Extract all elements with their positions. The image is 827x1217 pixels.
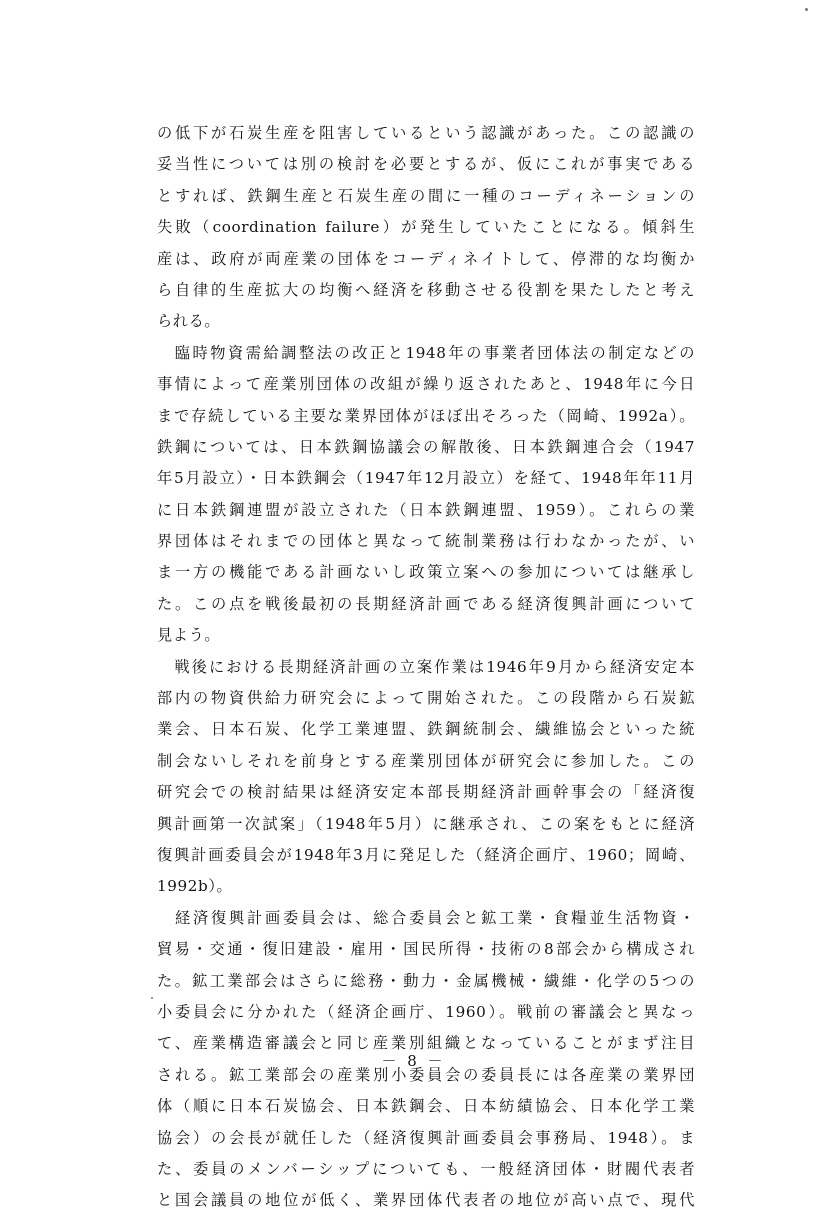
text-line: 界団体はそれまでの団体と異なって統制業務は行わなかったが、い [157, 532, 695, 551]
text-line: 鉄鋼については、日本鉄鋼協議会の解散後、日本鉄鋼連合会（1947 [157, 437, 695, 456]
text-line: て、産業構造審議会と同じ産業別組織となっていることがまず注目 [157, 1034, 695, 1053]
text-line: 制会ないしそれを前身とする産業別団体が研究会に参加した。この [157, 751, 695, 770]
text-line: 研究会での検討結果は経済安定本部長期経済計画幹事会の「経済復 [157, 783, 695, 802]
text-line: 協会）の会長が就任した（経済復興計画委員会事務局、1948）。ま [157, 1128, 695, 1147]
text-line: まで存続している主要な業界団体がほぼ出そろった（岡崎、1992a）。 [157, 406, 695, 425]
text-line: た。鉱工業部会はさらに総務・動力・金属機械・繊維・化学の5つの [157, 971, 695, 990]
text-line: 事情によって産業別団体の改組が繰り返されたあと、1948年に今日 [157, 375, 695, 394]
text-line: 失敗（coordination failure）が発生していたことになる。傾斜生 [157, 218, 695, 237]
text-line: 年5月設立）・日本鉄鋼会（1947年12月設立）を経て、1948年年11月 [157, 469, 695, 488]
scan-speck [805, 8, 808, 11]
text-line: られる。 [157, 312, 221, 331]
text-line: 1992b）。 [157, 877, 233, 896]
page-number: － 8 － [381, 1052, 446, 1070]
text-line: 産は、政府が両産業の団体をコーディネイトして、停滞的な均衡か [157, 249, 695, 268]
text-line: に日本鉄鋼連盟が設立された（日本鉄鋼連盟、1959）。これらの業 [157, 500, 695, 519]
text-line: とすれば、鉄鋼生産と石炭生産の間に一種のコーディネーションの [157, 186, 695, 205]
text-line: 戦後における長期経済計画の立案作業は1946年9月から経済安定本 [157, 657, 695, 676]
text-line: 体（順に日本石炭協会、日本鉄鋼会、日本紡績協会、日本化学工業 [157, 1097, 695, 1116]
text-line: た、委員のメンバーシップについても、一般経済団体・財閥代表者 [157, 1159, 695, 1178]
text-line: 見よう。 [157, 626, 221, 645]
text-line: 興計画第一次試案」（1948年5月）に継承され、この案をもとに経済 [157, 814, 695, 833]
text-line: 小委員会に分かれた（経済企画庁、1960）。戦前の審議会と異なっ [157, 1002, 695, 1021]
text-line: た。この点を戦後最初の長期経済計画である経済復興計画について [157, 594, 695, 613]
text-line: ら自律的生産拡大の均衡へ経済を移動させる役割を果たしたと考え [157, 280, 695, 299]
text-line: 業会、日本石炭、化学工業連盟、鉄鋼統制会、繊維協会といった統 [157, 720, 695, 739]
text-line: される。鉱工業部会の産業別小委員会の委員長には各産業の業界団 [157, 1065, 695, 1084]
text-line: と国会議員の地位が低く、業界団体代表者の地位が高い点で、現代 [157, 1191, 695, 1210]
text-line: 臨時物資需給調整法の改正と1948年の事業者団体法の制定などの [157, 343, 695, 362]
text-line: ま一方の機能である計画ないし政策立案への参加については継承し [157, 563, 695, 582]
scan-speck [151, 997, 153, 999]
text-line: 復興計画委員会が1948年3月に発足した（経済企画庁、1960；岡崎、 [157, 845, 695, 864]
text-line: の低下が石炭生産を阻害しているという認識があった。この認識の [157, 124, 695, 142]
text-line: 妥当性については別の検討を必要とするが、仮にこれが事実である [157, 155, 695, 174]
text-line: 貿易・交通・復旧建設・雇用・国民所得・技術の8部会から構成され [157, 940, 695, 959]
text-line: 部内の物資供給力研究会によって開始された。この段階から石炭鉱 [157, 689, 695, 708]
text-line: 経済復興計画委員会は、総合委員会と鉱工業・食糧並生活物資・ [157, 908, 695, 927]
